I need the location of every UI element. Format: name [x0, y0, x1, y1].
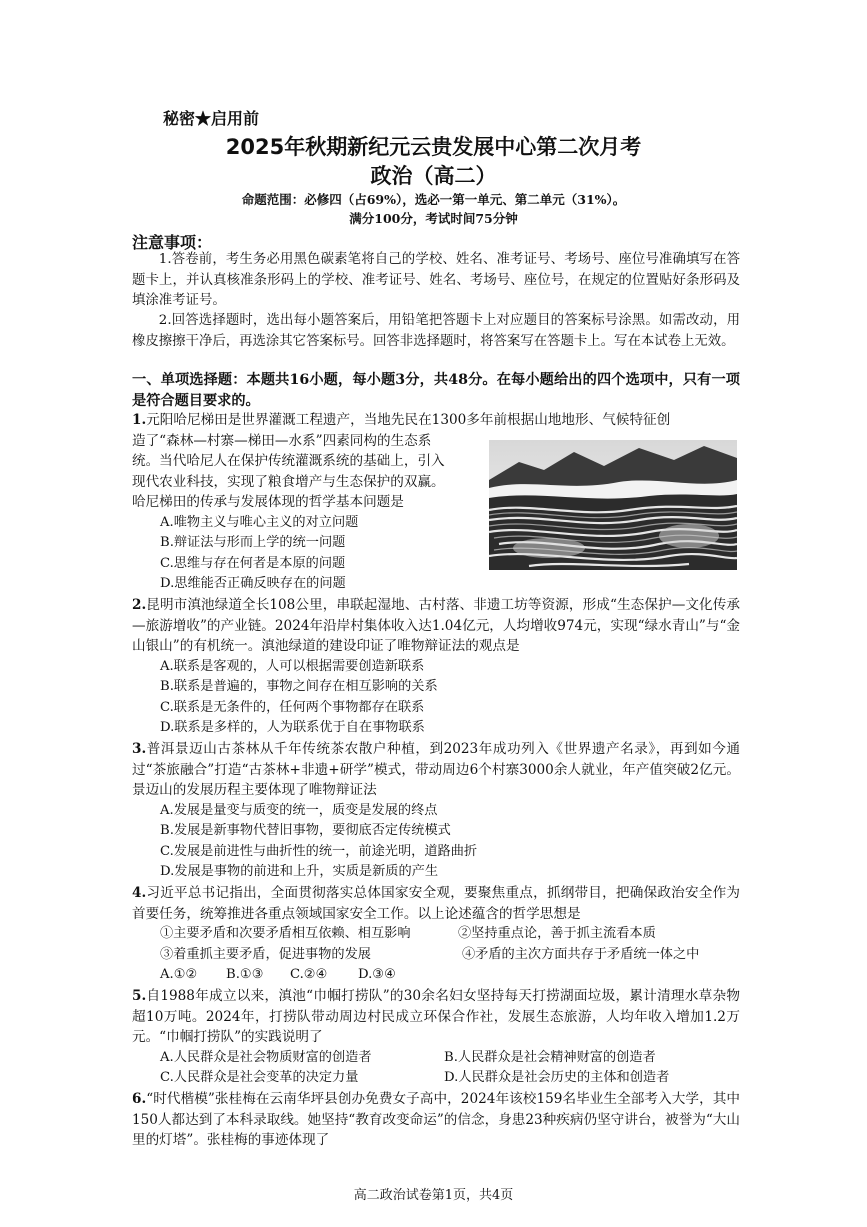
section-heading: 一、单项选择题：本题共16小题，每小题3分，共48分。在每小题给出的四个选项中，只有一项是符合题目要求的。: [132, 372, 740, 409]
notice-item-1: 1.答卷前，考生务必用黑色碳素笔将自己的学校、姓名、准考证号、考场号、座位号准确填写在答题卡上，并认真核准条形码上的学校、准考证号、姓名、考场号、座位号，在规定的位置贴好条形码及填涂准考证号。: [132, 252, 740, 309]
question-1-option-c: C.思维与存在何者是本原的问题: [160, 556, 346, 571]
question-5-option-c: C.人民群众是社会变革的决定力量: [160, 1070, 359, 1085]
exam-score: 满分100分，考试时间75分钟: [349, 211, 518, 226]
question-4-statement-3: ③着重抓主要矛盾，促进事物的发展: [160, 947, 371, 962]
notice-item-2: 2.回答选择题时，选出每小题答案后，用铅笔把答题卡上对应题目的答案标号涂黑。如需改动，用橡皮擦擦干净后，再选涂其它答案标号。回答非选择题时，将答案写在答题卡上。写在本试卷上无效。: [132, 313, 740, 349]
question-5-option-b: B.人民群众是社会精神财富的创造者: [444, 1050, 656, 1065]
question-1-option-a: A.唯物主义与唯心主义的对立问题: [160, 515, 359, 530]
question-number: 3.: [132, 741, 147, 757]
question-3-option-b: B.发展是新事物代替旧事物，要彻底否定传统模式: [160, 823, 451, 838]
question-number: 1.: [132, 412, 147, 428]
notice-heading: 注意事项：: [132, 233, 213, 252]
question-1-line-3: 统。当代哈尼人在保护传统灌溉系统的基础上，引入: [132, 453, 445, 469]
question-6-stem: [132, 1089, 740, 1151]
question-5-stem: [132, 986, 740, 1048]
exam-title: 2025年秋期新纪元云贵发展中心第二次月考: [225, 135, 642, 159]
question-text: 自1988年成立以来，滇池“巾帼打捞队”的30余名妇女坚持每天打捞湖面垃圾，累计清理水草杂物超10万吨。2024年，打捞队带动周边村民成立环保合作社，发展生态旅游，人均年收入增加1.2万元。“巾帼打捞队”的实践说明了: [132, 988, 740, 1046]
question-number: 5.: [132, 988, 147, 1004]
question-5-option-a: A.人民群众是社会物质财富的创造者: [160, 1050, 372, 1065]
question-4-statement-1: ①主要矛盾和次要矛盾相互依赖、相互影响: [160, 926, 411, 941]
question-number: 4.: [132, 885, 147, 901]
question-text: 昆明市滇池绿道全长108公里，串联起湿地、古村落、非遗工坊等资源，形成“生态保护—文化传承—旅游增收”的产业链。2024年沿岸村集体收入达1.04亿元，人均增收974元，实现“绿水青山”与“金山银山”的有机统一。滇池绿道的建设印证了唯物辩证法的观点是: [132, 597, 740, 655]
question-text: “时代楷模”张桂梅在云南华坪县创办免费女子高中，2024年该校159名毕业生全部考入大学，其中150人都达到了本科录取线。她坚持“教育改变命运”的信念，身患23种疾病仍坚守讲台，被誉为“大山里的灯塔”。张桂梅的事迹体现了: [132, 1091, 740, 1149]
question-3-option-d: D.发展是事物的前进和上升，实质是新质的产生: [160, 864, 439, 879]
question-1-line-2: 造了“森林—村寨—梯田—水系”四素同构的生态系: [132, 433, 432, 449]
question-4-option-b: B.①③: [226, 967, 264, 982]
question-4-option-a: A.①②: [160, 967, 198, 982]
question-4-stem: [132, 883, 740, 924]
question-number: 2.: [132, 597, 147, 613]
secret-mark: 秘密★启用前: [163, 109, 260, 128]
question-1-line-5: 哈尼梯田的传承与发展体现的哲学基本问题是: [132, 494, 404, 510]
question-1-option-d: D.思维能否正确反映存在的问题: [160, 576, 346, 591]
question-2-option-b: B.联系是普遍的，事物之间存在相互影响的关系: [160, 679, 438, 694]
exam-subject: 政治（高二）: [370, 164, 497, 188]
question-4-statement-2: ②坚持重点论，善于抓主流看本质: [458, 926, 656, 941]
question-text: 普洱景迈山古茶林从千年传统茶农散户种植，到2023年成功列入《世界遗产名录》，再到如今通过“茶旅融合”打造“古茶林+非遗+研学”模式，带动周边6个村寨3000余人就业，年产值突破2亿元。景迈山的发展历程主要体现了唯物辩证法: [132, 741, 740, 799]
question-1-line-1: [132, 410, 740, 431]
question-5-option-d: D.人民群众是社会历史的主体和创造者: [444, 1070, 670, 1085]
question-2-option-a: A.联系是客观的，人可以根据需要创造新联系: [160, 659, 425, 674]
question-1-line-4: 现代农业科技，实现了粮食增产与生态保护的双赢。: [132, 474, 445, 490]
question-2-option-c: C.联系是无条件的，任何两个事物都存在联系: [160, 700, 425, 715]
question-3-option-c: C.发展是前进性与曲折性的统一，前途光明，道路曲折: [160, 844, 478, 859]
question-1-option-b: B.辩证法与形而上学的统一问题: [160, 535, 346, 550]
question-text: 元阳哈尼梯田是世界灌溉工程遗产，当地先民在1300多年前根据山地地形、气候特征创: [146, 412, 671, 428]
question-3-stem: [132, 739, 740, 801]
question-4-option-c: C.②④: [290, 967, 328, 982]
terraced-fields-photo: [489, 440, 737, 570]
question-text: 习近平总书记指出，全面贯彻落实总体国家安全观，要聚焦重点，抓纲带目，把确保政治安全作为首要任务，统筹推进各重点领域国家安全工作。以上论述蕴含的哲学思想是: [132, 885, 740, 922]
question-3-option-a: A.发展是量变与质变的统一，质变是发展的终点: [160, 803, 438, 818]
question-4-option-d: D.③④: [358, 967, 396, 982]
question-number: 6.: [132, 1091, 147, 1107]
page-footer: 高二政治试卷第1页，共4页: [353, 1188, 514, 1203]
question-2-stem: [132, 595, 740, 657]
exam-scope: 命题范围：必修四（占69%），选必一第一单元、第二单元（31%）。: [241, 192, 626, 207]
question-4-statement-4: ④矛盾的主次方面共存于矛盾统一体之中: [462, 947, 700, 962]
question-2-option-d: D.联系是多样的，人为联系优于自在事物联系: [160, 720, 425, 735]
